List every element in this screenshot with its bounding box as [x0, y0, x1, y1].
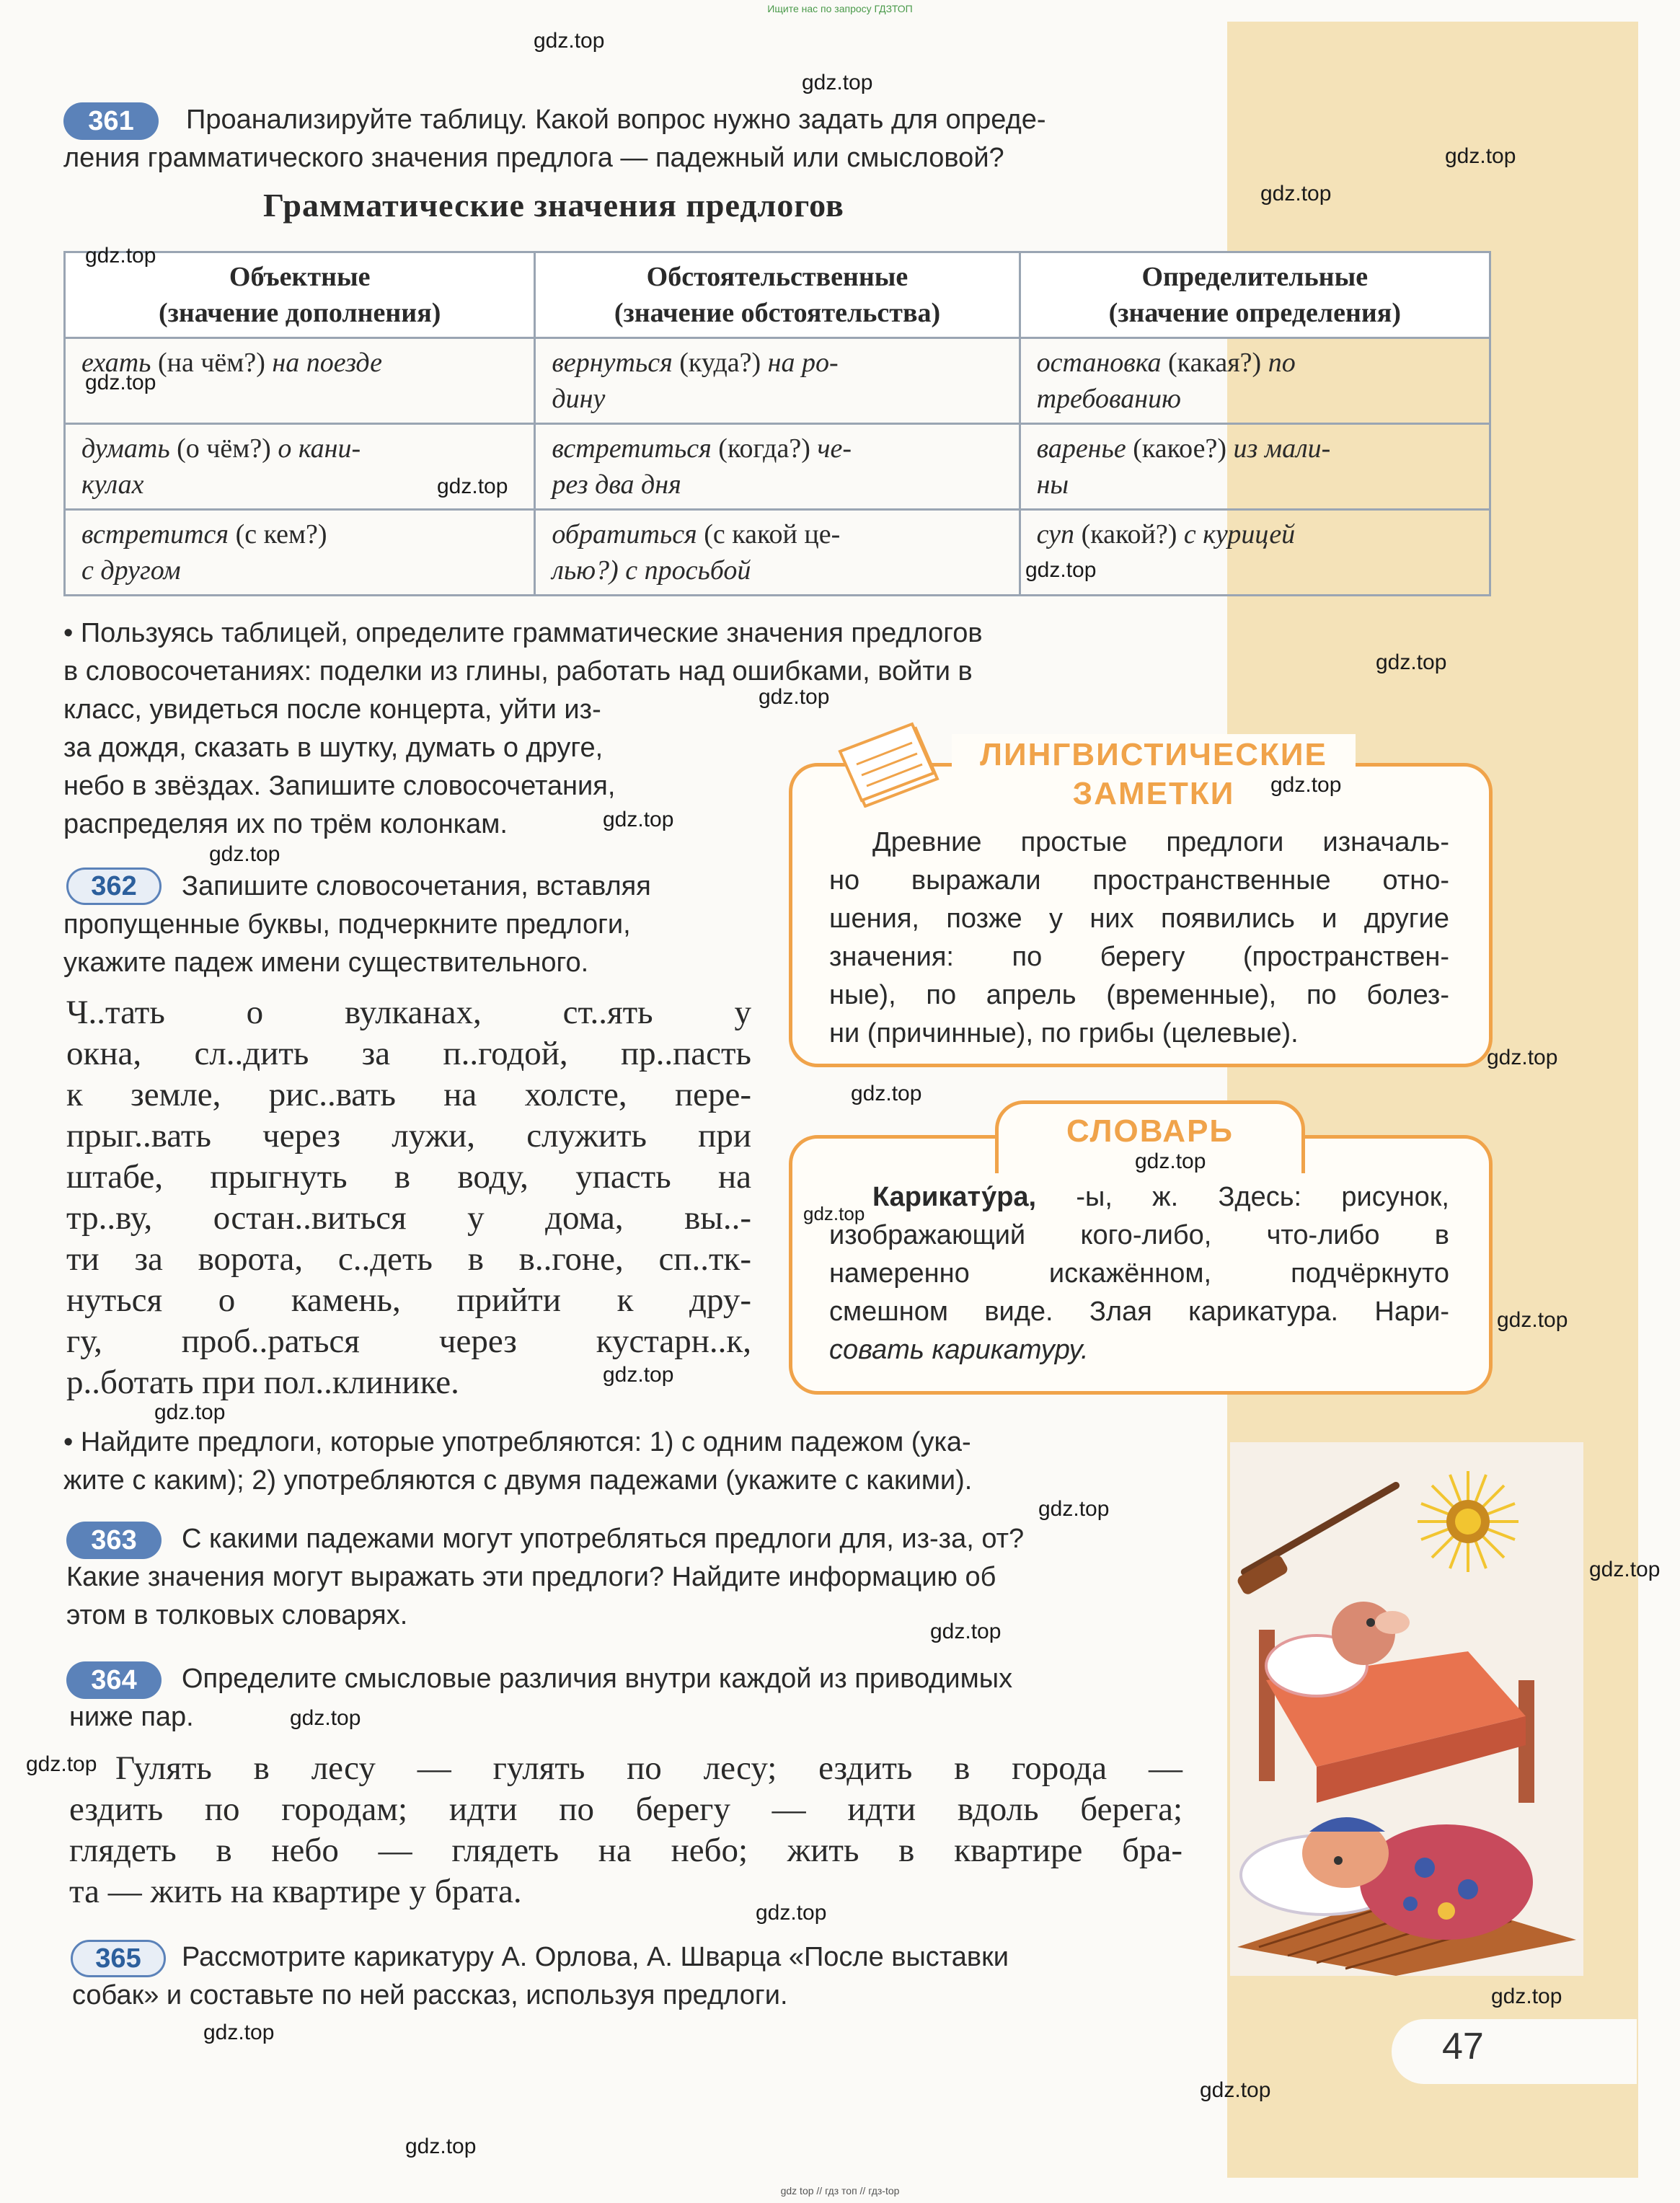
text-line: штабе, прыгнуть в воду, упасть на [66, 1158, 751, 1196]
text-line: тр..ву, остан..виться у дома, вы..- [66, 1199, 751, 1237]
exercise-364-number: 364 [66, 1661, 162, 1699]
watermark: gdz.top [203, 2021, 275, 2044]
table-cell: встретиться (когда?) че- рез два дня [535, 424, 1020, 510]
exercise-363-text-2 [66, 1558, 1184, 1635]
exercise-363-number: 363 [66, 1522, 162, 1559]
watermark: gdz.top [1025, 558, 1097, 582]
watermark: gdz.top [405, 2134, 477, 2158]
exercise-362-number: 362 [66, 867, 162, 905]
exercise-361-text [186, 101, 1181, 139]
text-line: нуться о камень, прийти к дру- [66, 1281, 751, 1319]
text-line: намеренно искажённом, подчёркнуто [829, 1258, 1449, 1289]
exercise-362-text [182, 867, 751, 906]
notes-text [829, 824, 1449, 1053]
exercise-362-words [66, 992, 751, 1403]
notes-paper-icon [829, 721, 952, 808]
text-line: • Пользуясь таблицей, определите грамматические значения предлогов [63, 618, 983, 648]
watermark: gdz.top [930, 1620, 1002, 1643]
exercise-361-number: 361 [63, 102, 159, 140]
table-cell: суп (какой?) с курицей [1020, 510, 1490, 596]
text-line: совать карикатуру. [829, 1335, 1089, 1365]
dictionary-text [829, 1178, 1449, 1369]
table-row [65, 424, 1490, 510]
watermark: gdz.top [603, 808, 674, 831]
table-cell: остановка (какая?) по требованию [1020, 338, 1490, 424]
watermark: gdz.top [290, 1706, 361, 1730]
notes-title-2: ЗАМЕТКИ [1072, 776, 1235, 811]
text-line: Рассмотрите карикатуру А. Орлова, А. Шварца «После выставки [182, 1942, 1009, 1972]
text-line: глядеть в небо — глядеть на небо; жить в квартире бра- [69, 1832, 1182, 1869]
text-line: укажите падеж имени существительного. [63, 948, 589, 978]
text-line [829, 1178, 1449, 1217]
exercise-362-task [63, 1423, 1181, 1500]
text-line: ти за ворота, с..деть в в..гоне, сп..тк- [66, 1240, 751, 1278]
table-cell: думать (о чём?) о кани- кулах [65, 424, 535, 510]
text-line: изображающий кого-либо, что-либо в [829, 1220, 1449, 1250]
exercise-364-pairs [115, 1748, 1182, 1789]
watermark: gdz.top [1487, 1046, 1558, 1069]
watermark: gdz.top [603, 1363, 674, 1387]
exercise-364-text [182, 1660, 1184, 1698]
watermark: gdz.top [85, 371, 156, 394]
text-line: небо в звёздах. Запишите словосочетания, [63, 771, 616, 801]
table-row [65, 510, 1490, 596]
watermark: gdz.top [759, 685, 830, 709]
top-note: Ищите нас по запросу ГДЗТОП [767, 3, 913, 14]
table-header: Определительные (значение определения) [1020, 252, 1490, 338]
watermark: gdz.top [1589, 1558, 1661, 1581]
watermark: gdz.top [1376, 650, 1447, 674]
text-line: прыг..вать через лужи, служить при [66, 1117, 751, 1155]
text-line: собак» и составьте по ней рассказ, используя предлоги. [72, 1980, 788, 2010]
watermark: gdz.top [1491, 1985, 1562, 2008]
text-line: в словосочетаниях: поделки из глины, работать над ошибками, войти в [63, 656, 973, 686]
text-line: шения, позже у них появились и другие [829, 904, 1449, 934]
watermark: gdz.top [437, 474, 508, 498]
text-line: класс, увидеться после концерта, уйти из- [63, 694, 601, 725]
exercise-363-text [182, 1520, 1184, 1558]
dictionary-title: СЛОВАРЬ [1066, 1113, 1234, 1149]
watermark: gdz.top [154, 1400, 226, 1424]
text-line: Гулять в лесу — гулять по лесу; ездить в города — [115, 1749, 1182, 1787]
table-title: Грамматические значения предлогов [263, 187, 844, 224]
text-line: ни (причинные), по грибы (целевые). [829, 1018, 1299, 1048]
watermark: gdz.top [851, 1082, 922, 1105]
watermark: gdz.top [85, 244, 156, 268]
text-line: ездить по городам; идти по берегу — идти вдоль берега; [69, 1791, 1182, 1828]
table-header: Обстоятельственные (значение обстоятельства) [535, 252, 1020, 338]
exercise-365-text-2 [72, 1977, 1190, 2015]
text-line: но выражали пространственные отно- [829, 865, 1449, 896]
watermark: gdz.top [26, 1752, 97, 1776]
watermark: gdz.top [756, 1901, 827, 1925]
text-line: • Найдите предлоги, которые употребляются: 1) с одним падежом (ука- [63, 1427, 971, 1457]
dictionary-word: Карикату́ра, [872, 1182, 1037, 1212]
text-line: окна, сл..дить за п..годой, пр..пасть [66, 1035, 751, 1072]
caricature-image [1230, 1442, 1583, 1976]
text-line: ниже пар. [69, 1702, 194, 1732]
text-line: Проанализируйте таблицу. Какой вопрос нужно задать для опреде- [186, 105, 1046, 135]
text-line: гу, проб..раться через кустарн..к, [66, 1323, 751, 1360]
text-line: жите с каким); 2) употребляются с двумя падежами (укажите с какими). [63, 1465, 973, 1496]
prepositions-table [63, 251, 1491, 596]
table-cell: ехать (на чём?) на поезде [65, 338, 535, 424]
page-number-tab [1392, 2019, 1637, 2084]
watermark: gdz.top [1260, 182, 1332, 206]
exercise-365-text [182, 1938, 1184, 1977]
watermark: gdz.top [1497, 1308, 1568, 1332]
watermark: gdz.top [1270, 773, 1342, 797]
text-line: значения: по берегу (пространствен- [829, 942, 1449, 972]
notes-title: ЛИНГВИСТИЧЕСКИЕ [980, 737, 1327, 772]
text-line: пропущенные буквы, подчеркните предлоги, [63, 909, 631, 940]
page-number: 47 [1442, 2026, 1484, 2067]
text-line: этом в толковых словарях. [66, 1600, 408, 1630]
watermark: gdz.top [1200, 2078, 1271, 2102]
table-row [65, 338, 1490, 424]
watermark: gdz.top [1135, 1149, 1206, 1173]
watermark: gdz.top [209, 842, 280, 866]
text-line: распределяя их по трём колонкам. [63, 809, 508, 839]
exercise-364-text-2 [69, 1698, 1187, 1736]
watermark: gdz.top [802, 71, 873, 94]
text-line: Запишите словосочетания, вставляя [182, 871, 651, 901]
watermark: gdz.top [1445, 144, 1516, 168]
watermark: gdz.top [534, 29, 605, 53]
table-header: Объектные (значение дополнения) [65, 252, 535, 338]
text-line: за дождя, сказать в шутку, думать о друге, [63, 733, 604, 763]
exercise-362-text-2 [63, 906, 751, 982]
text-line: р..ботать при пол..клинике. [66, 1364, 459, 1401]
text-line: Древние простые предлоги изначаль- [872, 827, 1449, 857]
text-line: та — жить на квартире у брата. [69, 1873, 522, 1910]
watermark: gdz.top [803, 1203, 865, 1224]
exercise-365-number: 365 [71, 1940, 166, 1977]
dictionary-definition: -ы, ж. Здесь: рисунок, [1036, 1182, 1449, 1212]
text-line: Ч..тать о вулканах, ст..ять у [66, 994, 751, 1031]
table-cell: варенье (какое?) из мали- ны [1020, 424, 1490, 510]
text-line: ные), по апрель (временные), по болез- [829, 980, 1449, 1010]
text-line: Определите смысловые различия внутри каждой из приводимых [182, 1664, 1013, 1694]
text-line: смешном виде. Злая карикатура. Нари- [829, 1297, 1449, 1327]
exercise-361-text-2 [63, 139, 1181, 177]
table-cell: обратиться (с какой це- лью?) с просьбой [535, 510, 1020, 596]
exercise-364-pairs-2 [69, 1789, 1182, 1912]
text-line: Какие значения могут выражать эти предлоги? Найдите информацию об [66, 1562, 996, 1592]
text-line: ления грамматического значения предлога — падежный или смысловой? [63, 143, 1004, 173]
table-cell: встретится (с кем?) с другом [65, 510, 535, 596]
text-line: к земле, рис..вать на холсте, пере- [66, 1076, 751, 1113]
table-cell: вернуться (куда?) на ро- дину [535, 338, 1020, 424]
text-line: С какими падежами могут употребляться предлоги для, из-за, от? [182, 1524, 1025, 1554]
bottom-note: gdz top // гдз топ // гдз-top [780, 2185, 900, 2197]
table-header-row [65, 252, 1490, 338]
watermark: gdz.top [1038, 1497, 1110, 1521]
